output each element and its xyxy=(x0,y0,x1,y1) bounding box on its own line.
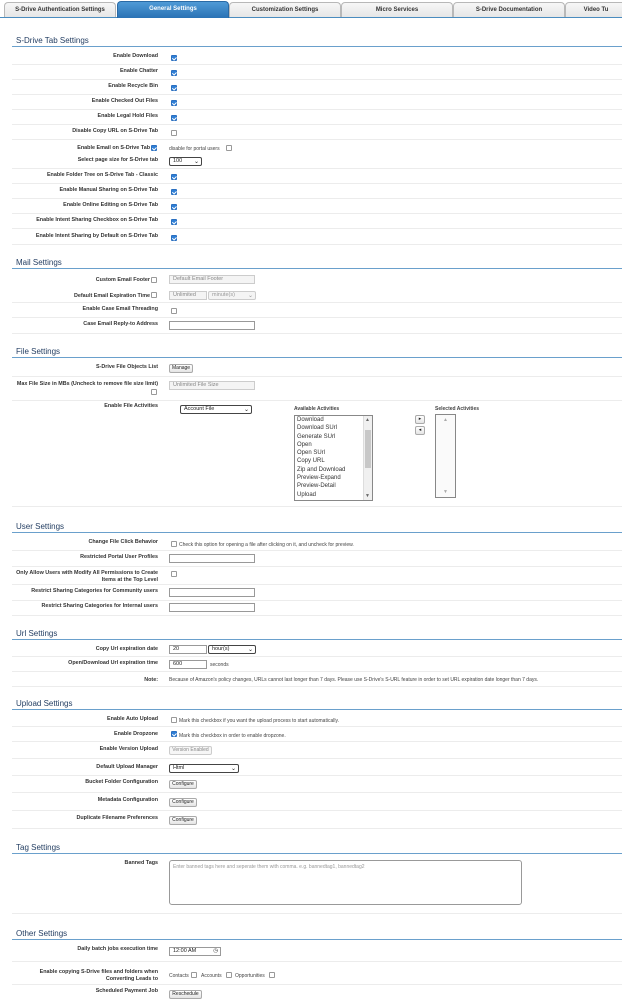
row-divider xyxy=(12,984,622,985)
row-divider xyxy=(12,506,622,507)
row-divider xyxy=(12,376,622,377)
row-divider xyxy=(12,726,622,727)
input-restricted-portal[interactable] xyxy=(169,554,255,563)
input-expiration-time[interactable]: Unlimited xyxy=(169,291,207,300)
label-default-upload-manager: Default Upload Manager xyxy=(96,764,158,770)
scroll-down-icon[interactable]: ▼ xyxy=(443,489,448,495)
label-case-threading: Enable Case Email Threading xyxy=(82,306,158,312)
section-divider xyxy=(12,939,622,940)
label-click-behavior: Change File Click Behavior xyxy=(88,539,158,545)
label-dropzone: Enable Dropzone xyxy=(113,731,158,737)
input-max-file-size[interactable]: Unlimited File Size xyxy=(169,381,255,390)
list-item[interactable]: Copy URL xyxy=(297,458,325,465)
row-divider xyxy=(12,94,622,95)
list-item[interactable]: Download SUrl xyxy=(297,425,338,432)
move-right-button[interactable] xyxy=(415,415,425,424)
label-daily-batch: Daily batch jobs execution time xyxy=(77,946,158,952)
row-divider xyxy=(12,183,622,184)
checkbox-enable-checked-out[interactable] xyxy=(171,100,177,106)
checkbox-online-editing[interactable] xyxy=(171,204,177,210)
label-only-allow: Only Allow Users with Modify All Permissions to Create Items at the Top Level xyxy=(16,570,158,583)
input-email-footer[interactable]: Default Email Footer xyxy=(169,275,255,284)
select-upload-manager[interactable] xyxy=(169,764,239,773)
move-left-button[interactable] xyxy=(415,426,425,435)
section-divider xyxy=(12,709,622,710)
configure-bucket-button[interactable]: Configure xyxy=(169,780,197,789)
checkbox-custom-footer[interactable] xyxy=(151,277,157,283)
row-divider xyxy=(12,758,622,759)
row-divider xyxy=(12,550,622,551)
row-divider xyxy=(12,600,622,601)
label-copy-url-expiration: Copy Url expiration date xyxy=(95,646,158,652)
row-divider xyxy=(12,615,622,616)
checkbox-disable-copy-url[interactable] xyxy=(171,130,177,136)
row-divider xyxy=(12,828,622,829)
label-manual-sharing: Enable Manual Sharing on S-Drive Tab xyxy=(59,187,158,193)
batch-time-value: 12:00 AM xyxy=(173,948,197,954)
section-title-sdrive-tab: S-Drive Tab Settings xyxy=(16,36,89,45)
select-copy-url-unit[interactable] xyxy=(208,645,256,654)
section-title-url: Url Settings xyxy=(16,629,58,638)
scrollbar-thumb[interactable] xyxy=(365,430,371,468)
label-bucket-folder: Bucket Folder Configuration xyxy=(85,779,158,785)
label-open-download-expiration: Open/Download Url expiration time xyxy=(68,660,158,666)
label-page-size: Select page size for S-Drive tab xyxy=(77,157,158,163)
tab-bar xyxy=(0,0,622,18)
checkbox-opportunities[interactable] xyxy=(269,972,275,978)
row-divider xyxy=(12,228,622,229)
listbox-available-activities[interactable] xyxy=(294,415,373,501)
row-divider xyxy=(12,124,622,125)
list-item[interactable]: Upload xyxy=(297,491,317,498)
label-version-upload: Enable Version Upload xyxy=(99,746,158,752)
label-online-editing: Enable Online Editing on S-Drive Tab xyxy=(63,202,158,208)
chevron-down-icon: ⌄ xyxy=(193,159,199,165)
label-duplicate-filename: Duplicate Filename Preferences xyxy=(76,815,158,821)
tab-customization-settings[interactable]: Customization Settings xyxy=(229,2,341,17)
list-item[interactable]: Generate SUrl xyxy=(297,433,336,440)
chevron-down-icon: ⌄ xyxy=(243,407,249,413)
row-divider xyxy=(12,775,622,776)
section-title-tag: Tag Settings xyxy=(16,843,61,852)
chevron-down-icon: ⌄ xyxy=(247,293,253,299)
checkbox-enable-download[interactable] xyxy=(171,55,177,61)
clock-icon[interactable]: ◷ xyxy=(213,948,218,954)
checkbox-only-allow[interactable] xyxy=(171,571,177,577)
label-intent-default: Enable Intent Sharing by Default on S-Drive Tab xyxy=(35,233,158,239)
list-item[interactable]: Preview-Expand xyxy=(297,475,341,482)
label-restrict-community: Restrict Sharing Categories for Community users xyxy=(31,588,158,594)
tab-sdrive-authentication[interactable]: S-Drive Authentication Settings xyxy=(4,2,116,17)
textarea-banned-tags[interactable]: Enter banned tags here and seperate them with comma. e.g. bannedtag1, bannedtag2 xyxy=(169,860,522,905)
open-download-unit: seconds xyxy=(210,662,229,668)
list-item[interactable]: Download xyxy=(297,417,324,423)
chevron-down-icon: ⌄ xyxy=(247,647,253,653)
label-enable-email: Enable Email on S-Drive Tab xyxy=(77,145,150,151)
row-divider xyxy=(12,317,622,318)
section-divider xyxy=(12,46,622,47)
label-file-activities: Enable File Activities xyxy=(104,403,158,409)
checkbox-enable-chatter[interactable] xyxy=(171,70,177,76)
scrollbar[interactable] xyxy=(436,415,455,497)
checkbox-folder-tree[interactable] xyxy=(171,174,177,180)
row-divider xyxy=(12,792,622,793)
list-item[interactable]: Zip and Download xyxy=(297,466,346,473)
row-divider xyxy=(12,810,622,811)
row-divider xyxy=(12,913,622,914)
row-divider xyxy=(12,198,622,199)
row-divider xyxy=(12,686,622,687)
reschedule-button[interactable]: Reschedule xyxy=(169,990,202,999)
checkbox-default-expiration[interactable] xyxy=(151,292,157,298)
section-title-file: File Settings xyxy=(16,347,61,356)
row-divider xyxy=(12,961,622,962)
expiration-unit-value: minute(s) xyxy=(212,292,235,298)
row-divider xyxy=(12,584,622,585)
input-copy-url-expiration[interactable]: 20 xyxy=(169,645,207,654)
checkbox-dropzone[interactable] xyxy=(171,731,177,737)
checkbox-max-file-size[interactable] xyxy=(151,389,157,395)
tab-video-tutorials[interactable]: Video Tu xyxy=(565,2,622,17)
label-custom-footer: Custom Email Footer xyxy=(95,277,150,283)
row-divider xyxy=(12,109,622,110)
row-divider xyxy=(12,64,622,65)
label-max-file-size: Max File Size in MBs (Uncheck to remove file size limit) xyxy=(16,381,158,387)
note-dropzone: Mark this checkbox in order to enable dropzone. xyxy=(179,733,286,739)
section-divider xyxy=(12,639,622,640)
input-open-download-expiration[interactable]: 600 xyxy=(169,660,207,669)
checkbox-auto-upload[interactable] xyxy=(171,717,177,723)
list-item[interactable]: Open xyxy=(297,441,312,448)
manage-button[interactable]: Manage xyxy=(169,364,193,373)
tab-general-settings[interactable]: General Settings xyxy=(117,1,229,18)
label-objects-list: S-Drive File Objects List xyxy=(95,364,158,370)
row-divider xyxy=(12,656,622,657)
checkbox-enable-email[interactable] xyxy=(151,145,157,151)
row-divider xyxy=(12,333,622,334)
input-batch-time[interactable] xyxy=(169,947,221,956)
note-url-policy: Because of Amazon's policy changes, URLs cannot last longer than 7 days. Please use S-Drive's S-URL feature in order to set URL expiration date longer than 7 days. xyxy=(169,677,539,683)
upload-manager-value: Html xyxy=(173,765,185,771)
note-click-behavior: Check this option for opening a file after clicking on it, and uncheck for preview. xyxy=(179,542,354,548)
select-activity-object[interactable] xyxy=(180,405,252,414)
checkbox-manual-sharing[interactable] xyxy=(171,189,177,195)
label-default-expiration: Default Email Expiration Time xyxy=(74,293,150,299)
label-enable-download: Enable Download xyxy=(113,53,158,59)
label-auto-upload: Enable Auto Upload xyxy=(106,716,158,722)
input-restrict-internal[interactable] xyxy=(169,603,255,612)
label-accounts: Accounts xyxy=(201,973,222,979)
note-disable-portal: disable for portal users xyxy=(169,146,220,152)
list-item[interactable]: Preview-Detail xyxy=(297,483,336,490)
select-expiration-unit[interactable] xyxy=(208,291,256,300)
row-divider xyxy=(12,213,622,214)
checkbox-case-threading[interactable] xyxy=(171,308,177,314)
label-case-reply: Case Email Reply-to Address xyxy=(83,321,158,327)
input-case-reply-address[interactable] xyxy=(169,321,255,330)
label-note: Note: xyxy=(144,677,158,683)
label-available-activities: Available Activities xyxy=(294,406,340,412)
section-title-mail: Mail Settings xyxy=(16,258,62,267)
checkbox-intent-default[interactable] xyxy=(171,235,177,241)
version-enabled-button[interactable]: Version Enabled xyxy=(169,746,212,755)
listbox-selected-activities[interactable] xyxy=(435,414,456,498)
section-divider xyxy=(12,357,622,358)
section-title-user: User Settings xyxy=(16,522,65,531)
label-contacts: Contacts xyxy=(169,973,189,979)
scroll-up-icon[interactable]: ▲ xyxy=(365,417,370,423)
select-page-size[interactable] xyxy=(169,157,202,166)
row-divider xyxy=(12,79,622,80)
label-disable-copy-url: Disable Copy URL on S-Drive Tab xyxy=(72,128,158,134)
label-copy-leads: Enable copying S-Drive files and folders when Converting Leads to xyxy=(39,969,158,982)
label-enable-legal-hold: Enable Legal Hold Files xyxy=(97,113,158,119)
section-divider xyxy=(12,532,622,533)
tab-micro-services[interactable]: Micro Services xyxy=(341,2,453,17)
input-restrict-community[interactable] xyxy=(169,588,255,597)
label-intent-checkbox: Enable Intent Sharing Checkbox on S-Drive Tab xyxy=(36,217,158,223)
row-divider xyxy=(12,400,622,401)
row-divider xyxy=(12,302,622,303)
checkbox-intent-sharing[interactable] xyxy=(171,219,177,225)
scrollbar[interactable] xyxy=(363,416,372,500)
checkbox-contacts[interactable] xyxy=(191,972,197,978)
section-title-upload: Upload Settings xyxy=(16,699,73,708)
label-metadata: Metadata Configuration xyxy=(97,797,158,803)
configure-duplicate-button[interactable]: Configure xyxy=(169,816,197,825)
scroll-down-icon[interactable]: ▼ xyxy=(365,493,370,499)
list-item[interactable]: Open SUrl xyxy=(297,450,326,457)
tab-sdrive-documentation[interactable]: S-Drive Documentation xyxy=(453,2,565,17)
row-divider xyxy=(12,671,622,672)
section-title-other: Other Settings xyxy=(16,929,68,938)
label-restrict-internal: Restrict Sharing Categories for Internal users xyxy=(41,603,158,609)
arrow-left-icon: ◂ xyxy=(418,427,422,433)
note-auto-upload: Mark this checkbox if you want the upload process to start automatically. xyxy=(179,718,339,724)
label-opportunities: Opportunities xyxy=(235,973,265,979)
checkbox-disable-portal-users[interactable] xyxy=(226,145,232,151)
section-divider xyxy=(12,268,622,269)
chevron-down-icon: ⌄ xyxy=(230,766,236,772)
row-divider xyxy=(12,244,622,245)
row-divider xyxy=(12,168,622,169)
arrow-right-icon: ▸ xyxy=(418,416,422,422)
checkbox-click-behavior[interactable] xyxy=(171,541,177,547)
configure-metadata-button[interactable]: Configure xyxy=(169,798,197,807)
label-enable-checked-out: Enable Checked Out Files xyxy=(91,98,158,104)
label-scheduled-payment: Scheduled Payment Job xyxy=(95,988,158,994)
row-divider xyxy=(12,741,622,742)
scroll-up-icon[interactable]: ▲ xyxy=(443,417,448,423)
label-enable-recycle-bin: Enable Recycle Bin xyxy=(108,83,158,89)
section-divider xyxy=(12,853,622,854)
label-banned-tags: Banned Tags xyxy=(124,860,158,866)
page-size-value: 100 xyxy=(173,158,183,164)
label-folder-tree: Enable Folder Tree on S-Drive Tab - Classic xyxy=(46,172,158,178)
label-selected-activities: Selected Activities xyxy=(435,406,480,412)
label-enable-chatter: Enable Chatter xyxy=(119,68,158,74)
label-restricted-portal: Restricted Portal User Profiles xyxy=(80,554,158,560)
row-divider xyxy=(12,139,622,140)
copy-url-unit-value: hour(s) xyxy=(212,646,230,652)
checkbox-enable-recycle-bin[interactable] xyxy=(171,85,177,91)
activity-object-value: Account File xyxy=(184,406,215,412)
checkbox-accounts[interactable] xyxy=(226,972,232,978)
checkbox-enable-legal-hold[interactable] xyxy=(171,115,177,121)
row-divider xyxy=(12,566,622,567)
